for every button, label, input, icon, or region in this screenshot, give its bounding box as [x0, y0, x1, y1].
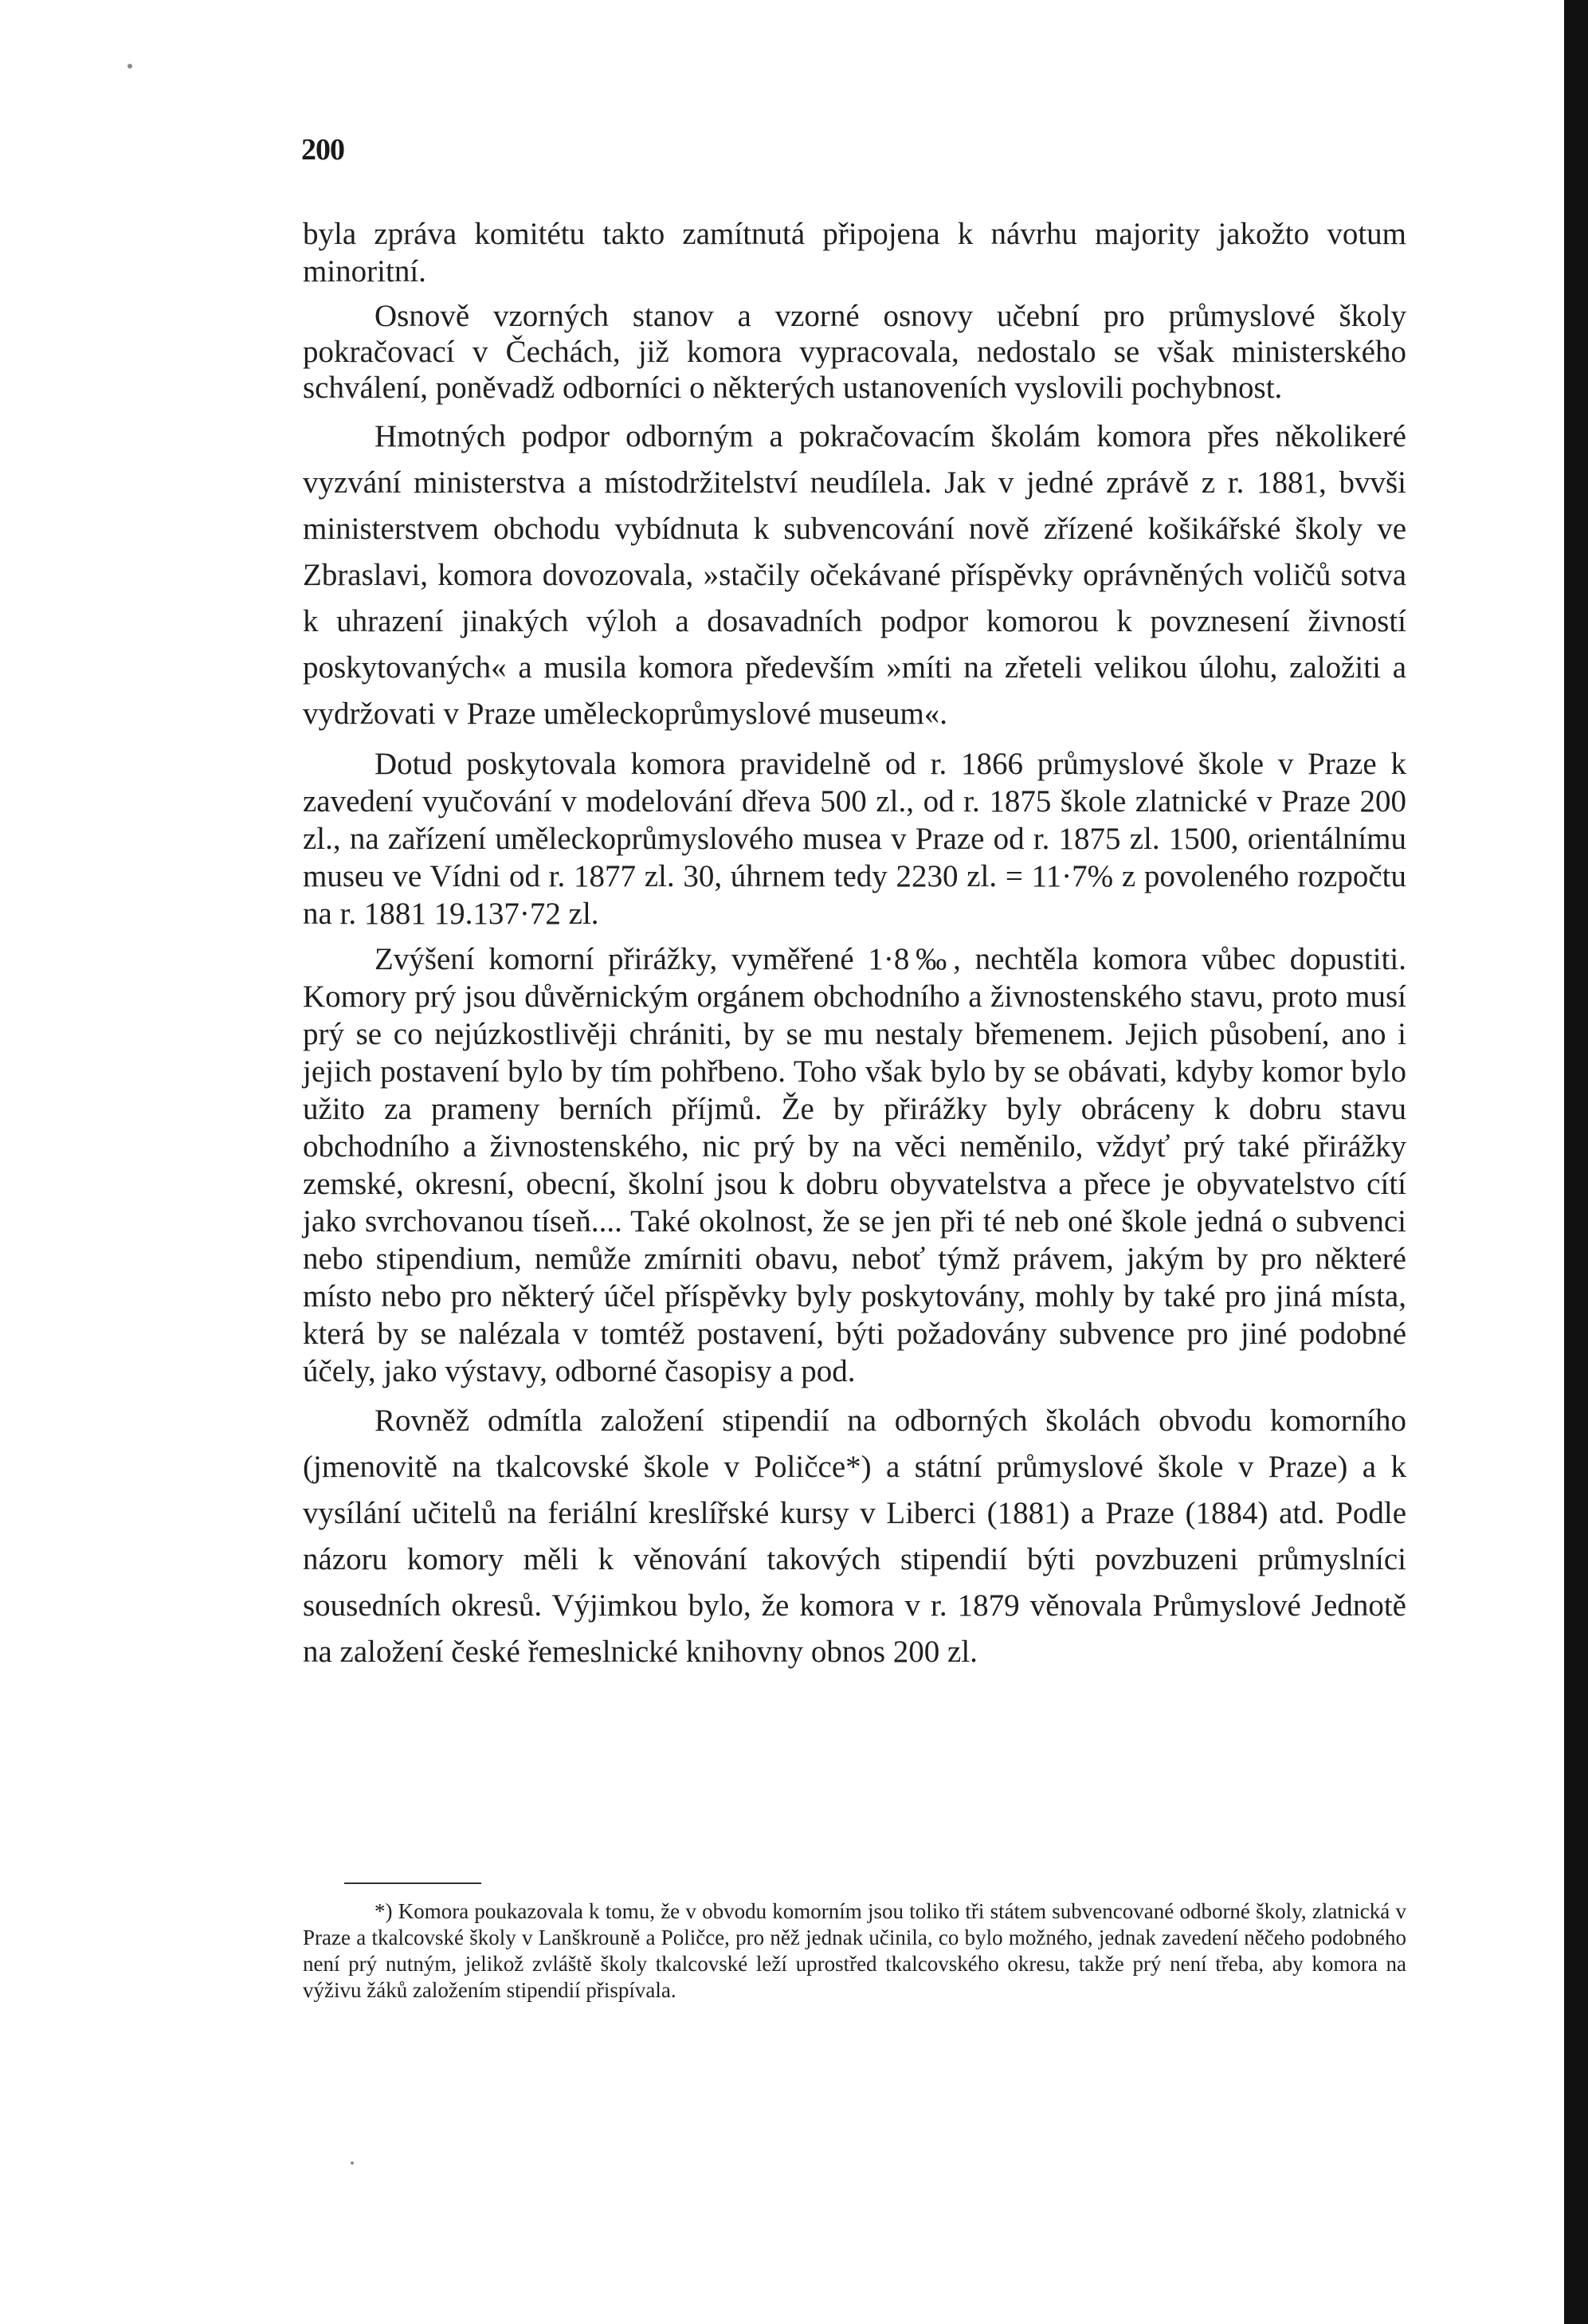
- scan-edge: [1564, 0, 1588, 2324]
- paragraph: Zvýšení komorní přirážky, vyměřené 1·8‰, nechtěla komora vůbec dopustiti. Komory prý jsou důvěrnickým orgánem obchodního a živnostenského stavu, proto musí prý se co nejúzkostlivěji chrániti, by se mu nestaly břemenem. Jejich působení, ano i jejich postavení bylo by tím pohřbeno. Toho však bylo by se obávati, kdyby komor bylo užito za prameny berních příjmů. Že by přirážky byly obráceny k dobru stavu obchodního a živnostenského, nic prý by na věci neměnilo, vždyť prý také přirážky zemské, okresní, obecní, školní jsou k dobru obyvatelstva a přece je obyvatelstvo cítí jako svrchovanou tíseň.... Také okolnost, že se jen při té neb oné škole jedná o subvenci nebo stipendium, nemůže zmírniti obavu, neboť týmž právem, jakým by pro některé místo nebo pro některý účel příspěvky byly poskytovány, mohly by také pro jiná místa, která by se nalézala v tomtéž postavení, býti požadovány subvence pro jiné podobné účely, jako výstavy, odborné časopisy a pod.: [303, 942, 1406, 1388]
- paragraph: Dotud poskytovala komora pravidelně od r. 1866 průmyslové škole v Praze k zavedení vyučování v modelování dřeva 500 zl., od r. 1875 škole zlatnické v Praze 200 zl., na zařízení uměleckoprůmyslového musea v Praze od r. 1875 zl. 1500, orientálnímu museu ve Vídni od r. 1877 zl. 30, úhrnem tedy 2230 zl. = 11·7% z povoleného rozpočtu na r. 1881 19.137·72 zl.: [303, 747, 1406, 931]
- page-number: 200: [301, 133, 344, 167]
- paragraph: Osnově vzorných stanov a vzorné osnovy učební pro průmyslové školy pokračovací v Čechách, již komora vypracovala, nedostalo se však ministerského schválení, poněvadž odborníci o některých ustanoveních vyslovili pochybnost.: [303, 299, 1406, 405]
- scan-speck: [127, 64, 132, 69]
- paragraph: Rovněž odmítla založení stipendií na odborných školách obvodu komorního (jmenovitě na tkalcovské škole v Poličce*) a státní průmyslové škole v Praze) a k vysílání učitelů na feriální kreslířské kursy v Liberci (1881) a Praze (1884) atd. Podle názoru komory měli k věnování takových stipendií býti povzbuzeni průmyslníci sousedních okresů. Výjimkou bylo, že komora v r. 1879 věnovala Průmyslové Jednotě na založení české řemeslnické knihovny obnos 200 zl.: [303, 1403, 1406, 1669]
- footnote-divider: [344, 1882, 481, 1884]
- footnote: *) Komora poukazovala k tomu, že v obvodu komorním jsou toliko tři státem subvencované odborné školy, zlatnická v Praze a tkalcovské školy v Lanškrouně a Poličce, pro něž jednak učinila, co bylo možného, jednak zavedení něčeho podobného není prý nutným, jelikož zvláště školy tkalcovské leží uprostřed tkalcovského okresu, takže prý není třeba, aby komora na výživu žáků založením stipendií přispívala.: [303, 1899, 1406, 2002]
- scan-speck: [351, 2161, 354, 2165]
- body-text: [303, 215, 1406, 1683]
- paragraph: Hmotných podpor odborným a pokračovacím školám komora přes několikeré vyzvání ministerstva a místodržitelství neudílela. Jak v jedné zprávě z r. 1881, bvvši ministerstvem obchodu vybídnuta k subvencování nově zřízené košikářské školy ve Zbraslavi, komora dovozovala, »stačily očekávané příspěvky oprávněných voličů sotva k uhrazení jinakých výloh a dosavadních podpor komorou k povznesení živností poskytovaných« a musila komora především »míti na zřeteli velikou úlohu, založiti a vydržovati v Praze uměleckoprůmyslové museum«.: [303, 419, 1406, 731]
- paragraph: byla zpráva komitétu takto zamítnutá připojena k návrhu majority jakožto votum minoritní.: [303, 217, 1406, 289]
